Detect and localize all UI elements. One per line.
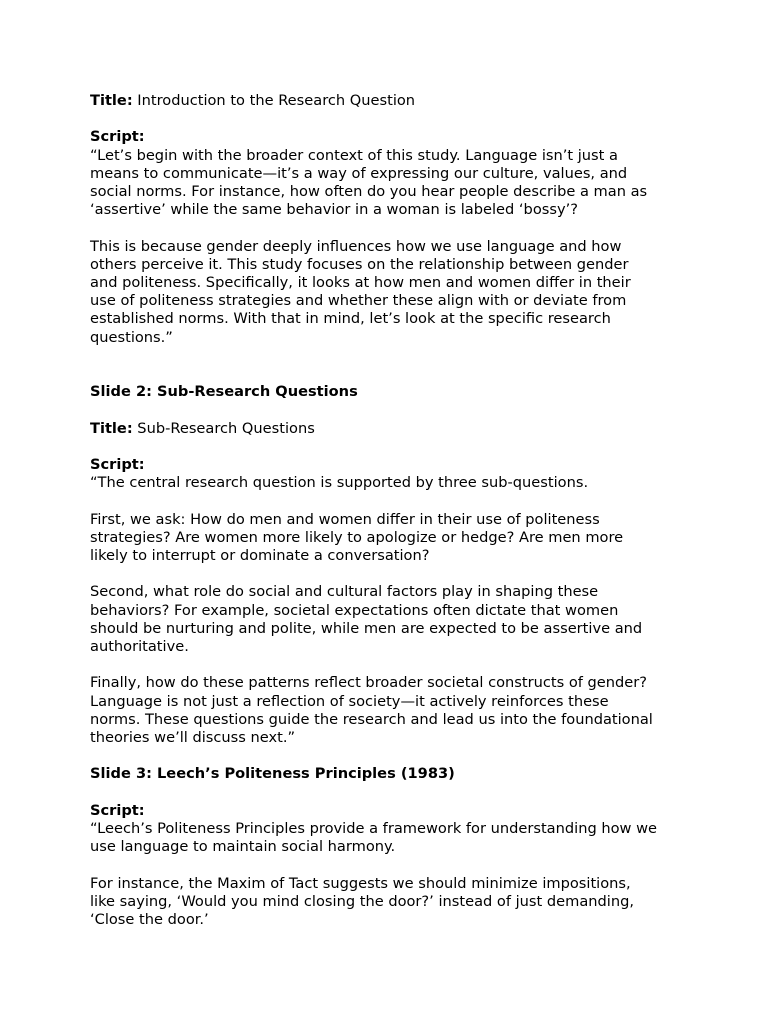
paragraph-line: Language is not just a reflection of society—it actively reinforces these [90, 692, 609, 710]
paragraph-line: behaviors? For example, societal expectations often dictate that women [90, 601, 619, 619]
title-text: Sub-Research Questions [132, 419, 315, 437]
paragraph-line: This is because gender deeply influences how we use language and how [90, 237, 622, 255]
paragraph-line: likely to interrupt or dominate a conversation? [90, 546, 430, 564]
title-label: Title: [90, 419, 133, 437]
paragraph-line: questions.” [90, 328, 173, 346]
slide2-title [90, 420, 690, 438]
paragraph-line: established norms. With that in mind, let’s look at the specific research [90, 310, 611, 328]
paragraph-line: others perceive it. This study focuses on the relationship between gender [90, 255, 629, 273]
paragraph-line: social norms. For instance, how often do you hear people describe a man as [90, 183, 648, 200]
paragraph-line: strategies? Are women more likely to apologize or hedge? Are men more [90, 528, 624, 546]
title-label: Title: [90, 92, 133, 109]
paragraph-line: like saying, ‘Would you mind closing the door?’ instead of just demanding, [90, 892, 635, 910]
script-label: Script: [90, 801, 145, 819]
section1-title [90, 92, 690, 110]
paragraph-line: use of politeness strategies and whether these align with or deviate from [90, 292, 627, 310]
paragraph-line: ‘assertive’ while the same behavior in a woman is labeled ‘bossy’? [90, 201, 578, 219]
paragraph-line: authoritative. [90, 637, 189, 655]
paragraph-line: “The central research question is supported by three sub-questions. [90, 474, 589, 492]
paragraph-line: and politeness. Specifically, it looks at how men and women differ in their [90, 274, 631, 291]
paragraph-line: use language to maintain social harmony. [90, 838, 396, 856]
paragraph-line: means to communicate—it’s a way of expressing our culture, values, and [90, 164, 628, 182]
paragraph-line: should be nurturing and polite, while men are expected to be assertive and [90, 619, 643, 637]
paragraph-line: Second, what role do social and cultural factors play in shaping these [90, 583, 599, 601]
script-label: Script: [90, 455, 145, 473]
slide2-heading: Slide 2: Sub-Research Questions [90, 383, 358, 401]
paragraph-line: ‘Close the door.’ [90, 910, 209, 928]
paragraph-line: “Let’s begin with the broader context of this study. Language isn’t just a [90, 146, 618, 164]
paragraph-line: Finally, how do these patterns reflect broader societal constructs of gender? [90, 674, 648, 692]
paragraph-line: First, we ask: How do men and women differ in their use of politeness [90, 510, 600, 528]
title-text: Introduction to the Research Question [132, 92, 416, 109]
slide3-heading: Slide 3: Leech’s Politeness Principles (1983) [90, 765, 455, 783]
paragraph-line: norms. These questions guide the research and lead us into the foundational [90, 710, 653, 728]
document-body [90, 92, 690, 929]
paragraph-line: theories we’ll discuss next.” [90, 728, 296, 746]
script-label: Script: [90, 128, 145, 146]
paragraph-line: For instance, the Maxim of Tact suggests we should minimize impositions, [90, 874, 631, 892]
paragraph-line: “Leech’s Politeness Principles provide a framework for understanding how we [90, 819, 658, 837]
